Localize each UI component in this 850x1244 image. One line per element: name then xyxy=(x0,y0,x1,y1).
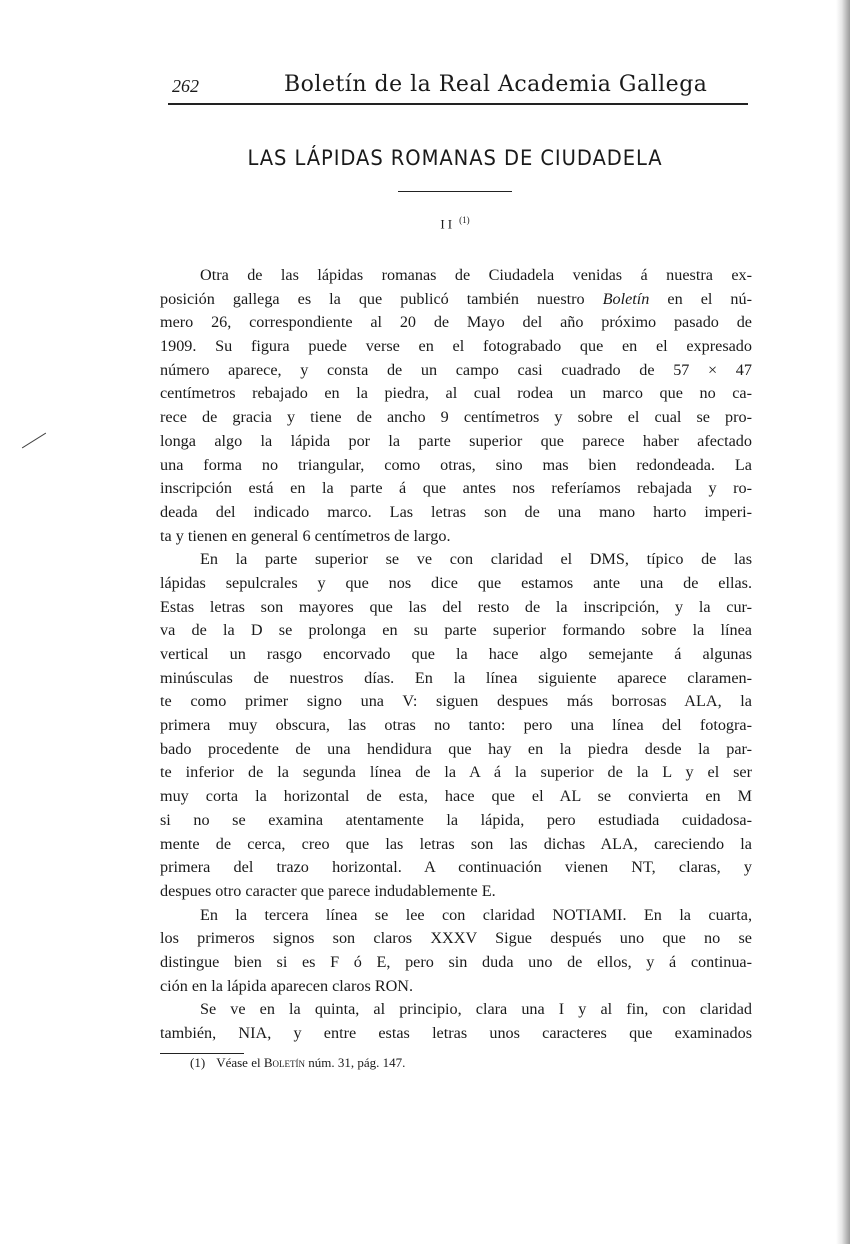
text-line: ta y tienen en general 6 centímetros de largo. xyxy=(160,526,451,545)
footnote-text-after: núm. 31, pág. 147. xyxy=(308,1055,406,1070)
text-line: En la parte superior se ve con claridad el DMS, típico de las xyxy=(200,550,752,569)
text-line: longa algo la lápida por la parte superior que parece haber afectado xyxy=(160,431,752,450)
header-rule xyxy=(168,103,748,105)
footnote-rule xyxy=(160,1053,244,1054)
title-divider xyxy=(398,191,512,192)
text-line: distingue bien si es F ó E, pero sin duda uno de ellos, y á continua- xyxy=(160,952,752,971)
section-heading xyxy=(160,215,750,232)
text-line: Otra de las lápidas romanas de Ciudadela venidas á nuestra ex- xyxy=(200,266,752,284)
article-body xyxy=(160,264,752,1046)
text-line: muy corta la horizontal de esta, hace que el AL se convierta en M xyxy=(160,787,752,806)
text-line: mente de cerca, creo que las letras son las dichas ALA, careciendo la xyxy=(160,834,752,853)
text-line: primera muy obscura, las otras no tanto: pero una línea del fotogra- xyxy=(160,716,752,735)
footnote xyxy=(190,1055,405,1071)
text-line: inscripción está en la parte á que antes nos referíamos rebajada y ro- xyxy=(160,479,752,498)
text-line: los primeros signos son claros XXXV Sigue después uno que no se xyxy=(160,929,752,948)
text-line: te como primer signo una V: siguen despues más borrosas ALA, la xyxy=(160,692,752,711)
article-title: LAS LÁPIDAS ROMANAS DE CIUDADELA xyxy=(247,146,663,170)
text-line: deada del indicado marco. Las letras son de una mano harto imperi- xyxy=(160,502,752,521)
text-line: te inferior de la segunda línea de la A á la superior de la L y el ser xyxy=(160,763,752,782)
text-line: vertical un rasgo encorvado que la hace algo semejante á algunas xyxy=(160,645,752,663)
stray-pen-mark xyxy=(22,433,46,449)
text-line: también, NIA, y entre estas letras unos caracteres que examinados xyxy=(160,1024,752,1042)
page-edge-shadow xyxy=(836,0,850,1244)
text-line: va de la D se prolonga en su parte superior formando sobre la línea xyxy=(160,621,752,640)
text-line: Se ve en la quinta, al principio, clara una I y al fin, con claridad xyxy=(200,1000,752,1019)
text-line: número aparece, y consta de un campo casi cuadrado de 57 × 47 xyxy=(160,360,752,379)
text-line: ción en la lápida aparecen claros RON. xyxy=(160,976,414,995)
text-line: 1909. Su figura puede verse en el fotograbado que en el expresado xyxy=(160,337,752,356)
footnote-text-before: Véase el xyxy=(216,1055,261,1070)
text-line: minúsculas de nuestros días. En la línea siguiente aparece claramen- xyxy=(160,668,752,687)
text-line: mero 26, correspondiente al 20 de Mayo del año próximo pasado de xyxy=(160,313,752,332)
section-footnote-ref: (1) xyxy=(459,215,470,225)
text-line: centímetros rebajado en la piedra, al cual rodea un marco que no ca- xyxy=(160,384,752,403)
footnote-label: (1) xyxy=(190,1055,206,1070)
page-number: 262 xyxy=(172,76,199,96)
text-line: Estas letras son mayores que las del resto de la inscripción, y la cur- xyxy=(160,597,752,616)
text-line: posición gallega es la que publicó también nuestro Boletín en el nú- xyxy=(160,289,753,308)
text-line: lápidas sepulcrales y que nos dice que estamos ante una de ellas. xyxy=(160,573,752,592)
section-number: II xyxy=(440,216,456,232)
page-header xyxy=(168,70,748,104)
text-line: si no se examina atentamente la lápida, pero estudiada cuidadosa- xyxy=(160,810,752,829)
text-line: bado procedente de una hendidura que hay en la piedra desde la par- xyxy=(160,739,752,758)
text-line: primera del trazo horizontal. A continuación vienen NT, claras, y xyxy=(160,858,752,877)
text-line: una forma no triangular, como otras, sino mas bien redondeada. La xyxy=(160,455,752,474)
text-line: rece de gracia y tiene de ancho 9 centímetros y sobre el cual se pro- xyxy=(160,408,752,427)
running-title: Boletín de la Real Academia Gallega xyxy=(284,72,708,97)
text-line: despues otro caracter que parece indudablemente E. xyxy=(160,881,496,900)
text-line: En la tercera línea se lee con claridad NOTIAMI. En la cuarta, xyxy=(200,905,752,924)
footnote-journal: Boletín xyxy=(263,1055,305,1070)
